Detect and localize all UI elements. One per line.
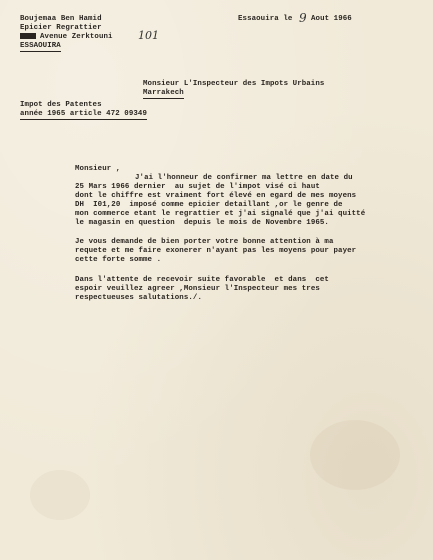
para1-line: 25 Mars 1966 dernier au sujet de l'impot visé ci haut — [75, 183, 320, 191]
handwritten-street-number: 101 — [138, 29, 159, 42]
para1-line: DH I01,20 imposé comme epicier detaillant ,or le genre de — [75, 201, 343, 209]
para1-line: J'ai l'honneur de confirmer ma lettre en date du — [135, 174, 353, 182]
recipient-title: Monsieur L'Inspecteur des Impots Urbains — [143, 80, 325, 88]
handwritten-day: 9 — [299, 11, 307, 25]
salutation: Monsieur , — [75, 165, 121, 173]
sender-address: Avenue Zerktouni — [40, 33, 113, 41]
recipient-city: Marrakech — [143, 89, 184, 97]
para2-line: cette forte somme . — [75, 256, 162, 264]
struck-out-number — [20, 33, 36, 39]
para3-line: espoir veuillez agreer ,Monsieur l'Inspecteur mes tres — [75, 285, 320, 293]
paper-stain — [30, 470, 90, 520]
reference-tax: Impot des Patentes — [20, 101, 102, 109]
para1-line: le magasin en question depuis le mois de Novembre 1965. — [75, 219, 329, 227]
para2-line: requete et me faire exonerer n'ayant pas les moyens pour payer — [75, 247, 357, 255]
place-date: Essaouira le — [238, 15, 293, 23]
sender-profession: Epicier Regrattier — [20, 24, 102, 32]
para3-line: Dans l'attente de recevoir suite favorable et dans cet — [75, 276, 329, 284]
para3-line: respectueuses salutations./. — [75, 294, 202, 302]
date-month-year: Aout 1966 — [311, 15, 352, 23]
para1-line: dont le chiffre est vraiment fort élevé en egard de mes moyens — [75, 192, 357, 200]
para2-line: Je vous demande de bien porter votre bonne attention à ma — [75, 238, 334, 246]
sender-city: ESSAOUIRA — [20, 42, 61, 50]
para1-line: mon commerce etant le regrattier et j'ai signalé que j'ai quitté — [75, 210, 366, 218]
paper-stain — [310, 420, 400, 490]
sender-name: Boujemaa Ben Hamid — [20, 15, 102, 23]
reference-year-article: année 1965 article 472 09349 — [20, 110, 147, 118]
